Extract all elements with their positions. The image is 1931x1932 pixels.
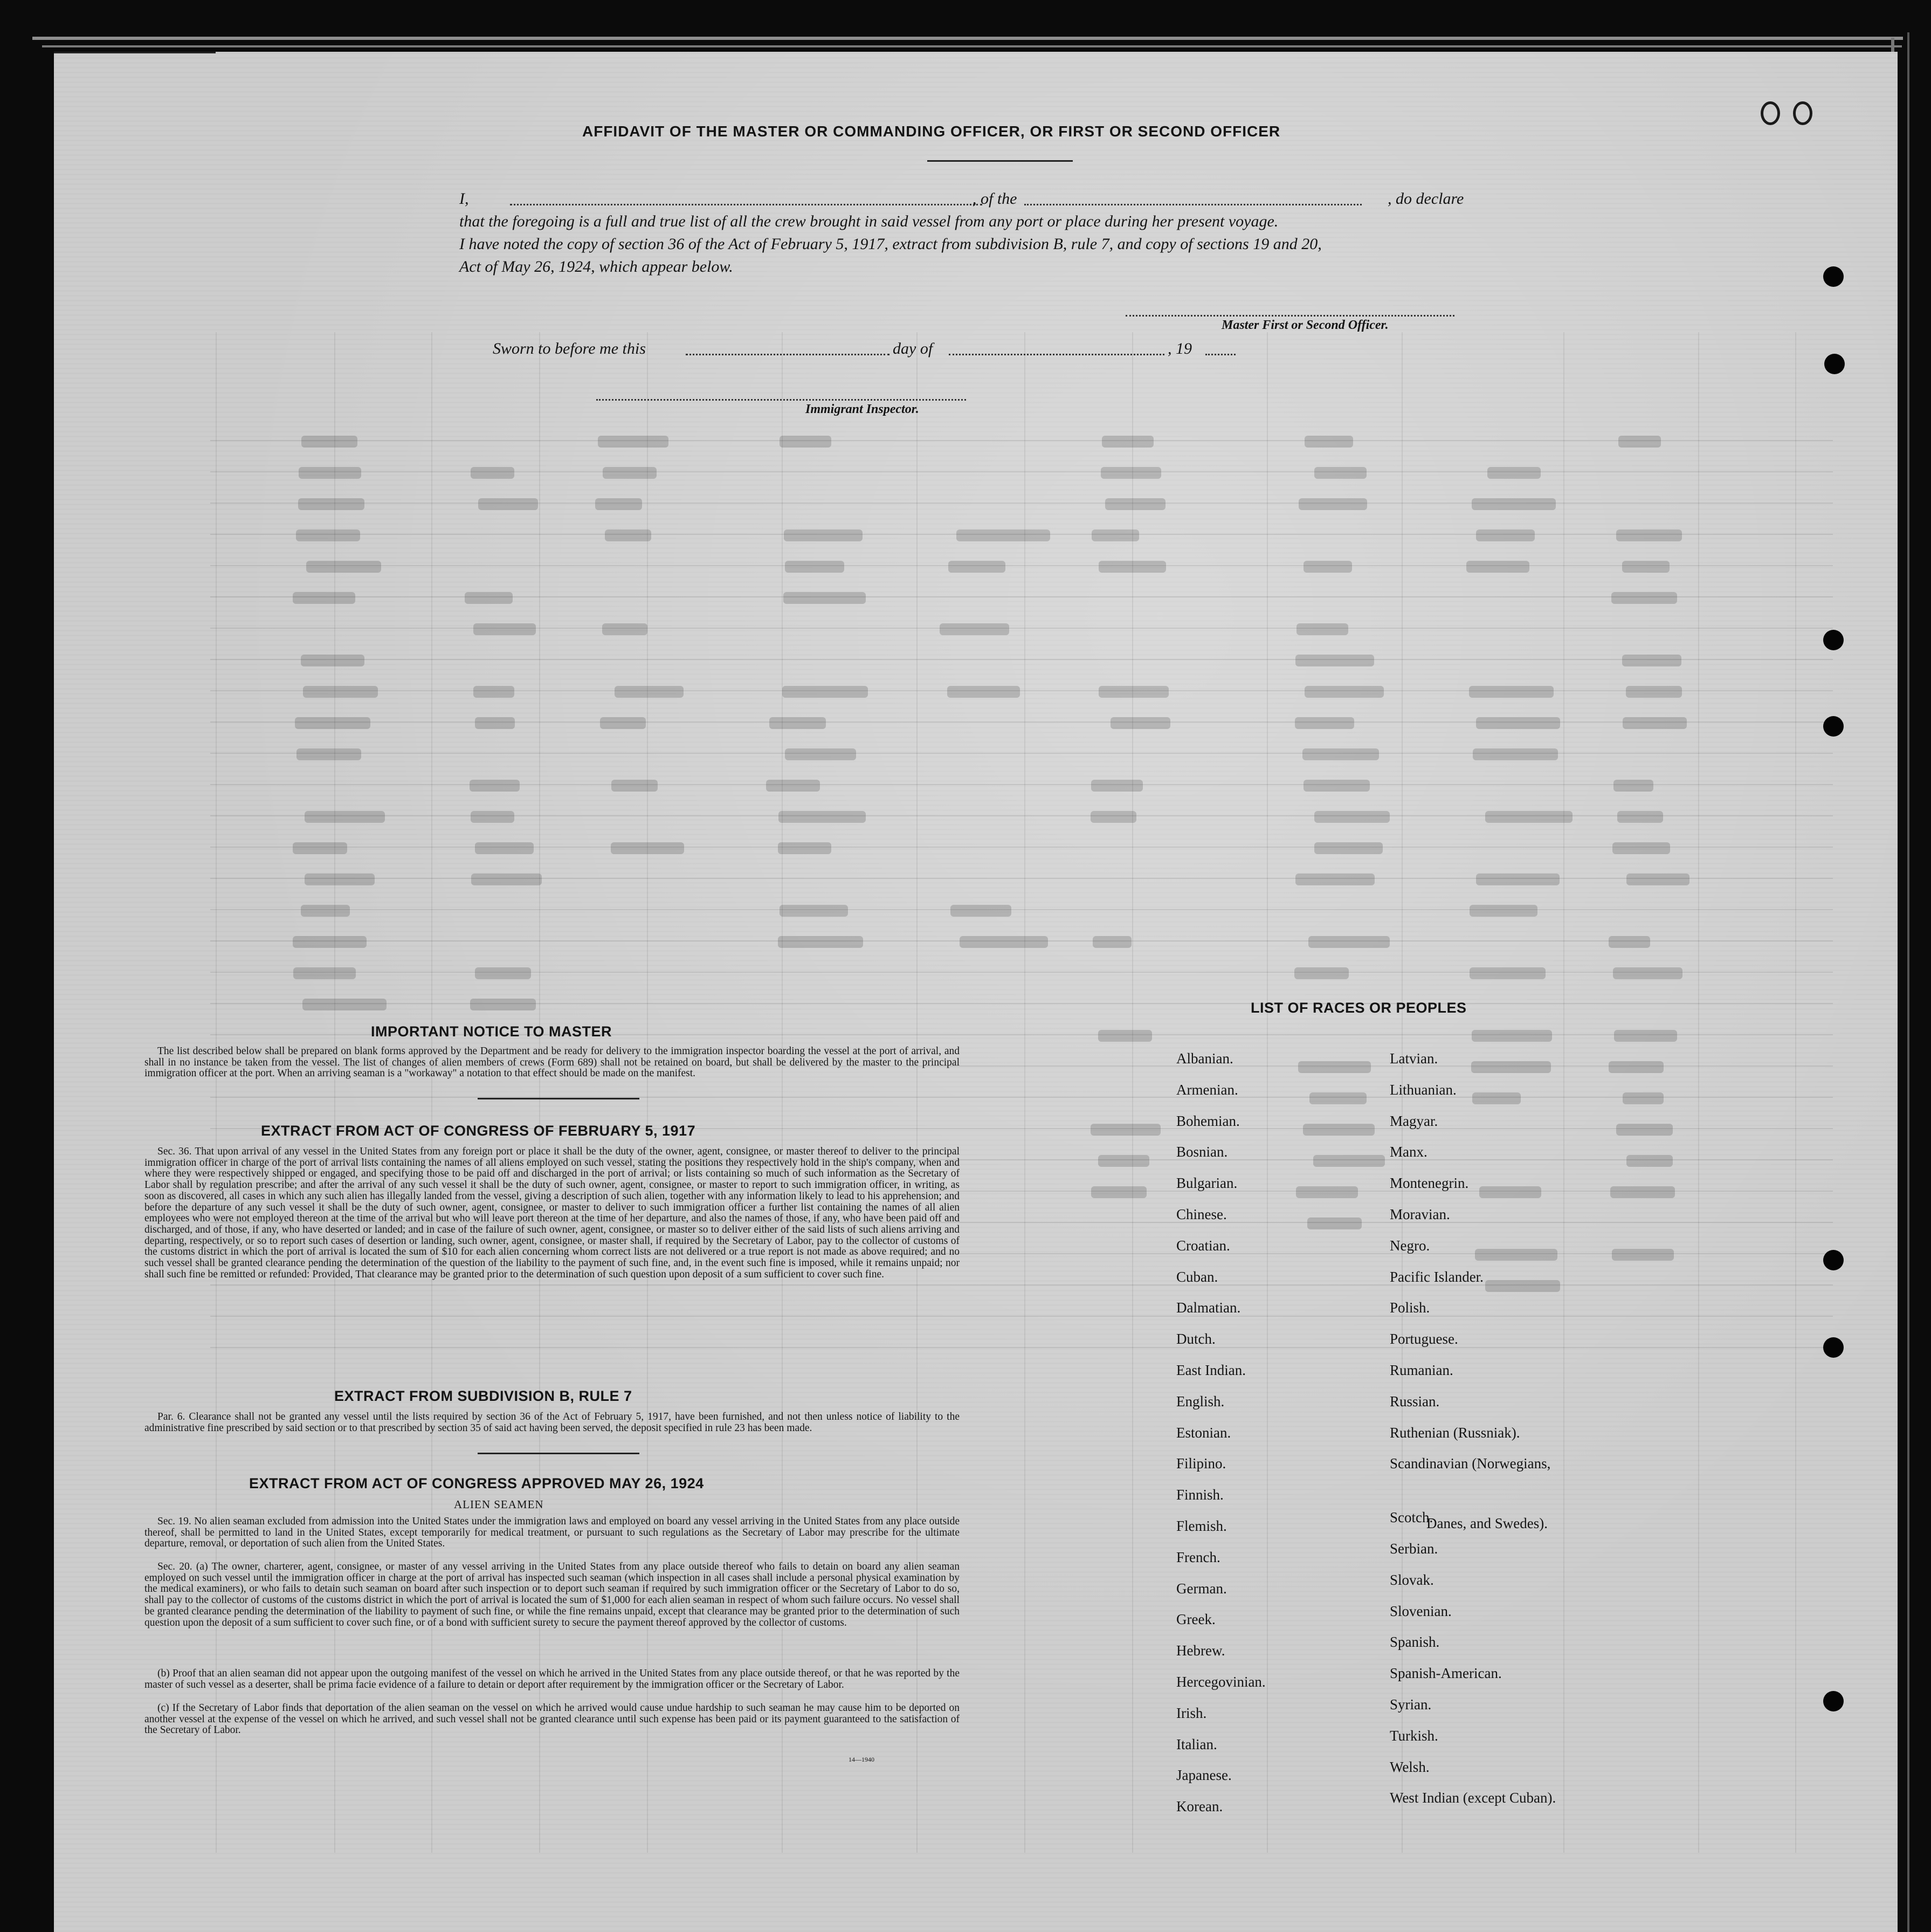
affidavit-line1-i: I, bbox=[459, 190, 469, 208]
ghost-entry bbox=[1105, 498, 1165, 510]
page-edge-right-2 bbox=[1907, 32, 1909, 1932]
ghost-row-line bbox=[210, 628, 1833, 629]
ghost-entry bbox=[1099, 561, 1166, 573]
divider bbox=[478, 1453, 639, 1454]
race-item: Portuguese. bbox=[1390, 1331, 1458, 1347]
race-item: Rumanian. bbox=[1390, 1362, 1453, 1378]
ghost-entry bbox=[1304, 561, 1352, 573]
ghost-entry bbox=[778, 842, 831, 854]
ghost-row-line bbox=[210, 1097, 1833, 1098]
ghost-entry bbox=[298, 498, 364, 510]
race-item: Syrian. bbox=[1390, 1696, 1432, 1713]
ghost-entry bbox=[473, 686, 515, 698]
race-item: Negro. bbox=[1390, 1237, 1430, 1254]
ghost-entry bbox=[1098, 1030, 1152, 1042]
ghost-entry bbox=[1091, 780, 1143, 792]
name-blank[interactable] bbox=[510, 204, 982, 205]
ghost-entry bbox=[1314, 811, 1390, 823]
ghost-entry bbox=[778, 936, 864, 948]
ghost-entry bbox=[1470, 905, 1537, 917]
ghost-entry bbox=[1098, 1155, 1149, 1167]
ghost-row-line bbox=[210, 440, 1833, 441]
sec20b-text: (b) Proof that an alien seaman did not appear upon the outgoing manifest of the vessel on which he arrived in the United States from any place outside thereof, or that he was reported by the master of such vessel as a deserter, shall be prima facie evidence of a failure to detain or deport after requirement by the immigration officer or the Secretary of Labor. bbox=[144, 1668, 960, 1690]
race-item: Scotch. bbox=[1390, 1509, 1433, 1526]
punch-hole bbox=[1823, 266, 1844, 287]
ghost-entry bbox=[1613, 967, 1682, 979]
ghost-entry bbox=[1475, 1249, 1557, 1261]
ghost-entry bbox=[1476, 530, 1535, 541]
ghost-entry bbox=[1294, 967, 1349, 979]
notice-title: IMPORTANT NOTICE TO MASTER bbox=[371, 1023, 612, 1040]
race-item: Dalmatian. bbox=[1176, 1300, 1241, 1316]
ghost-row-line bbox=[210, 753, 1833, 754]
alien-seamen-subtitle: ALIEN SEAMEN bbox=[454, 1498, 544, 1511]
ghost-entry bbox=[1309, 1092, 1367, 1104]
race-item: Spanish. bbox=[1390, 1634, 1440, 1651]
extract-1924-title: EXTRACT FROM ACT OF CONGRESS APPROVED MAY 26, 1924 bbox=[249, 1475, 704, 1491]
punch-hole bbox=[1823, 1337, 1844, 1358]
ghost-entry bbox=[1295, 655, 1374, 666]
ghost-entry bbox=[784, 530, 863, 541]
ghost-entry bbox=[783, 592, 866, 604]
race-item: Bulgarian. bbox=[1176, 1175, 1238, 1192]
ghost-entry bbox=[785, 561, 844, 573]
ghost-row-line bbox=[210, 659, 1833, 660]
sworn-month-blank[interactable] bbox=[949, 354, 1164, 355]
race-item: Bohemian. bbox=[1176, 1112, 1240, 1129]
ghost-entry bbox=[1308, 936, 1390, 948]
race-item: Italian. bbox=[1176, 1736, 1217, 1752]
ghost-row-line bbox=[210, 1347, 1833, 1348]
races-title: LIST OF RACES OR PEOPLES bbox=[1251, 1000, 1467, 1016]
ghost-row-line bbox=[210, 784, 1833, 785]
race-item: Ruthenian (Russniak). bbox=[1390, 1424, 1520, 1441]
ghost-entry bbox=[1609, 936, 1650, 948]
ghost-row-line bbox=[210, 972, 1833, 973]
ghost-entry bbox=[1102, 436, 1154, 448]
race-item: Spanish-American. bbox=[1390, 1665, 1502, 1682]
ghost-entry bbox=[299, 467, 361, 479]
ghost-entry bbox=[471, 811, 515, 823]
race-item-continuation: Danes, and Swedes). bbox=[1426, 1515, 1548, 1531]
ghost-entry bbox=[615, 686, 684, 698]
affidavit-line4: Act of May 26, 1924, which appear below. bbox=[459, 258, 733, 276]
ghost-row-line bbox=[210, 909, 1833, 910]
ghost-entry bbox=[1487, 467, 1541, 479]
ghost-entry bbox=[595, 498, 642, 510]
ghost-entry bbox=[960, 936, 1048, 948]
ghost-row-line bbox=[210, 503, 1833, 504]
ghost-entry bbox=[602, 623, 648, 635]
race-item: Turkish. bbox=[1390, 1727, 1438, 1744]
divider bbox=[54, 52, 216, 53]
affidavit-line1-end: , do declare bbox=[1388, 190, 1464, 208]
ghost-entry bbox=[940, 623, 1009, 635]
ghost-entry bbox=[1626, 686, 1682, 698]
race-item: Albanian. bbox=[1176, 1050, 1233, 1067]
affidavit-line3: I have noted the copy of section 36 of the Act of February 5, 1917, extract from subdivision B, rule 7, and copy of sections 19 and 20, bbox=[459, 235, 1322, 253]
sworn-year-blank[interactable] bbox=[1205, 354, 1236, 355]
ghost-entry bbox=[470, 780, 520, 792]
sec20c-text: (c) If the Secretary of Labor finds that deportation of the alien seaman on the vessel on which he arrived would cause undue hardship to such seaman he may cause him to be deported on another vessel at the expense of the vessel on which he arrived, and such vessel shall not be granted clearance until such expense has been paid or its payment guaranteed to the satisfaction of the Secretary of Labor. bbox=[144, 1702, 960, 1736]
divider bbox=[478, 1098, 639, 1099]
ghost-entry bbox=[1612, 1249, 1674, 1261]
ghost-entry bbox=[600, 717, 646, 729]
race-item: West Indian (except Cuban). bbox=[1390, 1790, 1556, 1806]
affidavit-title: AFFIDAVIT OF THE MASTER OR COMMANDING OFFICER, OR FIRST OR SECOND OFFICER bbox=[582, 123, 1281, 140]
ghost-entry bbox=[605, 530, 651, 541]
ghost-entry bbox=[1302, 748, 1379, 760]
sworn-text-c: , 19 bbox=[1168, 340, 1192, 357]
punch-hole bbox=[1824, 354, 1845, 374]
ghost-entry bbox=[1296, 623, 1348, 635]
inspector-caption: Immigrant Inspector. bbox=[805, 402, 919, 416]
ghost-entry bbox=[1623, 1092, 1664, 1104]
ghost-entry bbox=[296, 530, 361, 541]
ghost-entry bbox=[471, 874, 542, 885]
ghost-entry bbox=[1469, 686, 1554, 698]
ghost-entry bbox=[475, 967, 531, 979]
ghost-entry bbox=[1616, 1124, 1673, 1136]
race-item: Moravian. bbox=[1390, 1206, 1450, 1222]
punch-hole bbox=[1823, 630, 1844, 650]
ghost-entry bbox=[1609, 1061, 1664, 1073]
ghost-entry bbox=[302, 999, 387, 1010]
ghost-entry bbox=[1472, 498, 1556, 510]
ghost-entry bbox=[1476, 874, 1560, 885]
ghost-entry bbox=[1473, 748, 1558, 760]
ghost-entry bbox=[1611, 592, 1677, 604]
ghost-column-line bbox=[1024, 332, 1025, 1853]
form-page bbox=[54, 52, 1898, 1932]
ghost-entry bbox=[1093, 936, 1132, 948]
ghost-entry bbox=[1101, 467, 1161, 479]
ghost-entry bbox=[1298, 1061, 1371, 1073]
sworn-day-blank[interactable] bbox=[686, 354, 889, 355]
master-caption: Master First or Second Officer. bbox=[1222, 318, 1389, 332]
ghost-entry bbox=[1295, 874, 1374, 885]
ghost-entry bbox=[1472, 1092, 1521, 1104]
ghost-entry bbox=[1314, 467, 1367, 479]
inspector-signature-blank[interactable] bbox=[596, 399, 966, 401]
ghost-column-line bbox=[1563, 332, 1564, 1853]
ghost-entry bbox=[947, 686, 1020, 698]
ghost-entry bbox=[1472, 1030, 1552, 1042]
ghost-entry bbox=[611, 780, 658, 792]
ghost-entry bbox=[1471, 1061, 1551, 1073]
ghost-entry bbox=[293, 842, 347, 854]
race-item: Serbian. bbox=[1390, 1541, 1438, 1557]
affidavit-line2: that the foregoing is a full and true list of all the crew brought in said vessel from any port or place during her present voyage. bbox=[459, 212, 1279, 230]
rule7-text: Par. 6. Clearance shall not be granted any vessel until the lists required by section 36 of the Act of February 5, 1917, have been furnished, and not then unless notice of liability to the administrative fine prescribed by said section or to that prescribed by section 35 of said act having been served, the deposit specified in rule 23 has been made. bbox=[144, 1411, 960, 1434]
ghost-entry bbox=[1091, 811, 1136, 823]
ghost-entry bbox=[598, 436, 668, 448]
ghost-entry bbox=[1617, 811, 1664, 823]
race-item: Montenegrin. bbox=[1390, 1175, 1469, 1192]
ghost-row-line bbox=[210, 565, 1833, 566]
ghost-entry bbox=[1470, 967, 1546, 979]
ghost-entry bbox=[1305, 436, 1353, 448]
ghost-entry bbox=[611, 842, 684, 854]
race-item: English. bbox=[1176, 1393, 1225, 1410]
ghost-column-line bbox=[1795, 332, 1796, 1853]
race-item: Scandinavian (Norwegians, bbox=[1390, 1455, 1551, 1472]
ghost-entry bbox=[1485, 1280, 1560, 1292]
race-item: Welsh. bbox=[1390, 1758, 1430, 1775]
race-item: Irish. bbox=[1176, 1704, 1207, 1721]
ghost-entry bbox=[471, 467, 514, 479]
ghost-entry bbox=[1091, 1124, 1161, 1136]
page-edge-top-2 bbox=[42, 45, 1902, 47]
ghost-row-line bbox=[210, 1284, 1833, 1285]
punch-hole bbox=[1823, 716, 1844, 737]
ghost-entry bbox=[950, 905, 1011, 917]
ghost-entry bbox=[1111, 717, 1171, 729]
rule7-title: EXTRACT FROM SUBDIVISION B, RULE 7 bbox=[334, 1388, 632, 1404]
ghost-column-line bbox=[1267, 332, 1268, 1853]
punch-hole bbox=[1823, 1691, 1844, 1711]
ghost-entry bbox=[470, 999, 535, 1010]
ghost-entry bbox=[1610, 1186, 1675, 1198]
ghost-entry bbox=[1466, 561, 1529, 573]
race-item: Hebrew. bbox=[1176, 1642, 1225, 1659]
ghost-entry bbox=[1622, 561, 1670, 573]
punch-ring-mark bbox=[1793, 101, 1812, 125]
notice-text: The list described below shall be prepared on blank forms approved by the Department and be ready for delivery to the immigration inspector boarding the vessel at the port of arrival, and shall in no instance be taken from the vessel. The list of changes of alien members of crews (Form 689) shall not be retained on board, but shall be delivered by the master to the principal immigration officer at the port. When an arriving seaman is a "workaway" a notation to that effect should be made on the manifest. bbox=[144, 1046, 960, 1080]
ghost-row-line bbox=[210, 815, 1833, 816]
ghost-entry bbox=[1613, 780, 1653, 792]
ghost-entry bbox=[301, 905, 349, 917]
sworn-text-a: Sworn to before me this bbox=[493, 340, 646, 357]
ghost-entry bbox=[1622, 655, 1681, 666]
ghost-row-line bbox=[210, 847, 1833, 848]
vessel-blank[interactable] bbox=[1024, 204, 1362, 205]
race-item: French. bbox=[1176, 1549, 1220, 1565]
ghost-entry bbox=[1299, 498, 1367, 510]
ghost-row-line bbox=[210, 1003, 1833, 1004]
ghost-row-line bbox=[210, 721, 1833, 723]
ghost-entry bbox=[295, 717, 370, 729]
ghost-entry bbox=[305, 811, 385, 823]
ghost-entry bbox=[603, 467, 657, 479]
ghost-entry bbox=[1623, 717, 1687, 729]
ghost-row-line bbox=[210, 596, 1833, 597]
race-item: Latvian. bbox=[1390, 1050, 1438, 1067]
ghost-entry bbox=[766, 780, 820, 792]
ghost-entry bbox=[769, 717, 826, 729]
race-item: Magyar. bbox=[1390, 1112, 1438, 1129]
race-item: Chinese. bbox=[1176, 1206, 1227, 1222]
race-item: Slovak. bbox=[1390, 1571, 1434, 1588]
ghost-entry bbox=[1303, 1124, 1375, 1136]
ghost-entry bbox=[303, 686, 378, 698]
sec19-text: Sec. 19. No alien seaman excluded from admission into the United States under the immigration laws and employed on board any vessel arriving in the United States from any place outside thereof, shall be permitted to land in the United States, except temporarily for medical treatment, or pursuant to such regulations as the Secretary of Labor may prescribe for the ultimate departure, removal, or deportation of such alien from the United States. bbox=[144, 1516, 960, 1550]
ghost-row-line bbox=[210, 1316, 1833, 1317]
ghost-entry bbox=[1616, 530, 1682, 541]
race-item: Flemish. bbox=[1176, 1518, 1227, 1534]
form-number: 14—1940 bbox=[849, 1756, 874, 1763]
sec20a-text: Sec. 20. (a) The owner, charterer, agent, consignee, or master of any vessel arriving in the United States from any place outside thereof who fails to detain on board any alien seaman employed on such vessel until the immigration officer in charge at the port of arrival has inspected such seaman (which inspection in all cases shall include a personal physical examination by the medical examiners), or who fails to detain such seaman on board after such inspection or to deport such seaman if required by such immigration officer or the Secretary of Labor to do so, shall pay to the collector of customs of the customs district in which the port of arrival is located the sum of $1,000 for each alien seaman in respect of whom such failure occurs. No vessel shall be granted clearance pending the determination of the liability to payment of such fine, or while the fine remains unpaid, except that clearance may be granted prior to the determination of such question upon the deposit of a sum sufficient to cover such fine, or of a bond with sufficient surety to secure the payment thereof approved by the collector of customs. bbox=[144, 1561, 960, 1628]
race-item: Russian. bbox=[1390, 1393, 1440, 1410]
ghost-entry bbox=[1092, 530, 1139, 541]
race-item: Cuban. bbox=[1176, 1268, 1218, 1285]
ghost-entry bbox=[785, 748, 857, 760]
ghost-column-line bbox=[1698, 332, 1699, 1853]
race-item: Bosnian. bbox=[1176, 1144, 1228, 1160]
ghost-entry bbox=[1626, 874, 1689, 885]
race-item: Filipino. bbox=[1176, 1455, 1226, 1472]
punch-hole bbox=[1823, 1250, 1844, 1270]
ghost-entry bbox=[780, 905, 848, 917]
race-item: East Indian. bbox=[1176, 1362, 1246, 1378]
race-item: Estonian. bbox=[1176, 1424, 1231, 1441]
ghost-entry bbox=[293, 967, 356, 979]
ghost-entry bbox=[465, 592, 513, 604]
race-item: Korean. bbox=[1176, 1798, 1223, 1815]
race-item: Armenian. bbox=[1176, 1081, 1238, 1098]
race-item: Greek. bbox=[1176, 1611, 1216, 1628]
title-underline bbox=[927, 160, 1073, 162]
race-item: Japanese. bbox=[1176, 1767, 1232, 1784]
ghost-entry bbox=[1476, 717, 1560, 729]
race-item: Lithuanian. bbox=[1390, 1081, 1457, 1098]
race-item: Slovenian. bbox=[1390, 1603, 1452, 1619]
ghost-entry bbox=[782, 686, 868, 698]
extract-1917-title: EXTRACT FROM ACT OF CONGRESS OF FEBRUARY 5, 1917 bbox=[261, 1123, 696, 1139]
ghost-entry bbox=[780, 436, 831, 448]
ghost-entry bbox=[296, 748, 361, 760]
extract-1917-text: Sec. 36. That upon arrival of any vessel in the United States from any foreign port or place it shall be the duty of the owner, agent, consignee, or master thereof to deliver to the principal immigration officer in charge of the port of arrival lists containing the names of all aliens employed on such vessel, stating the positions they respectively hold in the ship's company, when and where they were respectively shipped or engaged, and specifying those to be paid off and discharged in the port of arrival; or lists containing so much of such information as the Secretary of Labor shall by regulation prescribe; and after the arrival of any such vessel it shall be the duty of such owner, agent, consignee, or master to report to such immigration officer, in writing, as soon as discovered, all cases in which any such alien has illegally landed from the vessel, giving a description of such alien, together with any information likely to lead to his apprehension; and before the departure of any such vessel it shall be the duty of such owner, agent, consignee, or master to deliver to such immigration officer a further list containing the names of all alien employees who were not employed thereon at the time of the arrival but who will leave port thereon at the time of her departure, and also the names of those, if any, who have been paid off and discharged, and of those, if any, who have deserted or landed; and in case of the failure of such owner, agent, consignee, or master so to deliver either of the said lists of such aliens arriving and departing, respectively, or so to report such cases of desertion or landing, such owner, agent, consignee, or master shall, if required by the Secretary of Labor, pay to the collector of customs of the customs district in which the port of arrival is located the sum of $10 for each alien concerning whom correct lists are not delivered or a true report is not made as above required; and no such vessel shall be granted clearance pending the determination of the question of the liability to the payment of such fine, and, in the event such fine is imposed, while it remains unpaid; nor shall such fine be remitted or refunded: Provided, That clearance may be granted prior to the determination of such question upon deposit of a sum sufficient to cover such fine. bbox=[144, 1146, 960, 1280]
race-item: Finnish. bbox=[1176, 1487, 1224, 1503]
ghost-entry bbox=[1304, 780, 1370, 792]
ghost-entry bbox=[1295, 717, 1354, 729]
ghost-entry bbox=[1626, 1155, 1673, 1167]
affidavit-line1-of: , of the bbox=[973, 190, 1017, 208]
ghost-entry bbox=[1305, 686, 1384, 698]
ghost-entry bbox=[1313, 1155, 1384, 1167]
master-signature-blank[interactable] bbox=[1126, 315, 1454, 317]
ghost-entry bbox=[1314, 842, 1383, 854]
ghost-entry bbox=[293, 592, 356, 604]
ghost-entry bbox=[1307, 1218, 1362, 1229]
ghost-entry bbox=[1099, 686, 1169, 698]
race-item: Pacific Islander. bbox=[1390, 1268, 1484, 1285]
ghost-entry bbox=[473, 623, 536, 635]
ghost-row-line bbox=[210, 878, 1833, 879]
ghost-entry bbox=[1091, 1186, 1147, 1198]
ghost-entry bbox=[475, 842, 534, 854]
ghost-entry bbox=[1612, 842, 1670, 854]
race-item: German. bbox=[1176, 1580, 1227, 1597]
ghost-entry bbox=[301, 655, 364, 666]
ghost-row-line bbox=[210, 471, 1833, 472]
ghost-entry bbox=[1479, 1186, 1542, 1198]
race-item: Manx. bbox=[1390, 1144, 1427, 1160]
ghost-row-line bbox=[210, 690, 1833, 691]
ghost-entry bbox=[948, 561, 1005, 573]
ghost-entry bbox=[1614, 1030, 1677, 1042]
race-item: Polish. bbox=[1390, 1300, 1430, 1316]
ghost-entry bbox=[293, 936, 367, 948]
page-edge-top bbox=[32, 37, 1903, 40]
ghost-entry bbox=[305, 874, 375, 885]
race-item: Dutch. bbox=[1176, 1331, 1216, 1347]
ghost-entry bbox=[778, 811, 866, 823]
ghost-entry bbox=[475, 717, 515, 729]
race-item: Hercegovinian. bbox=[1176, 1674, 1266, 1690]
ghost-entry bbox=[1296, 1186, 1358, 1198]
ghost-entry bbox=[1618, 436, 1661, 448]
ghost-entry bbox=[1485, 811, 1572, 823]
sworn-text-b: day of bbox=[893, 340, 933, 357]
punch-ring-mark bbox=[1761, 101, 1780, 125]
ghost-entry bbox=[478, 498, 538, 510]
ghost-column-line bbox=[1132, 332, 1133, 1853]
ghost-entry bbox=[301, 436, 357, 448]
race-item: Croatian. bbox=[1176, 1237, 1230, 1254]
ghost-entry bbox=[956, 530, 1050, 541]
ghost-entry bbox=[306, 561, 382, 573]
